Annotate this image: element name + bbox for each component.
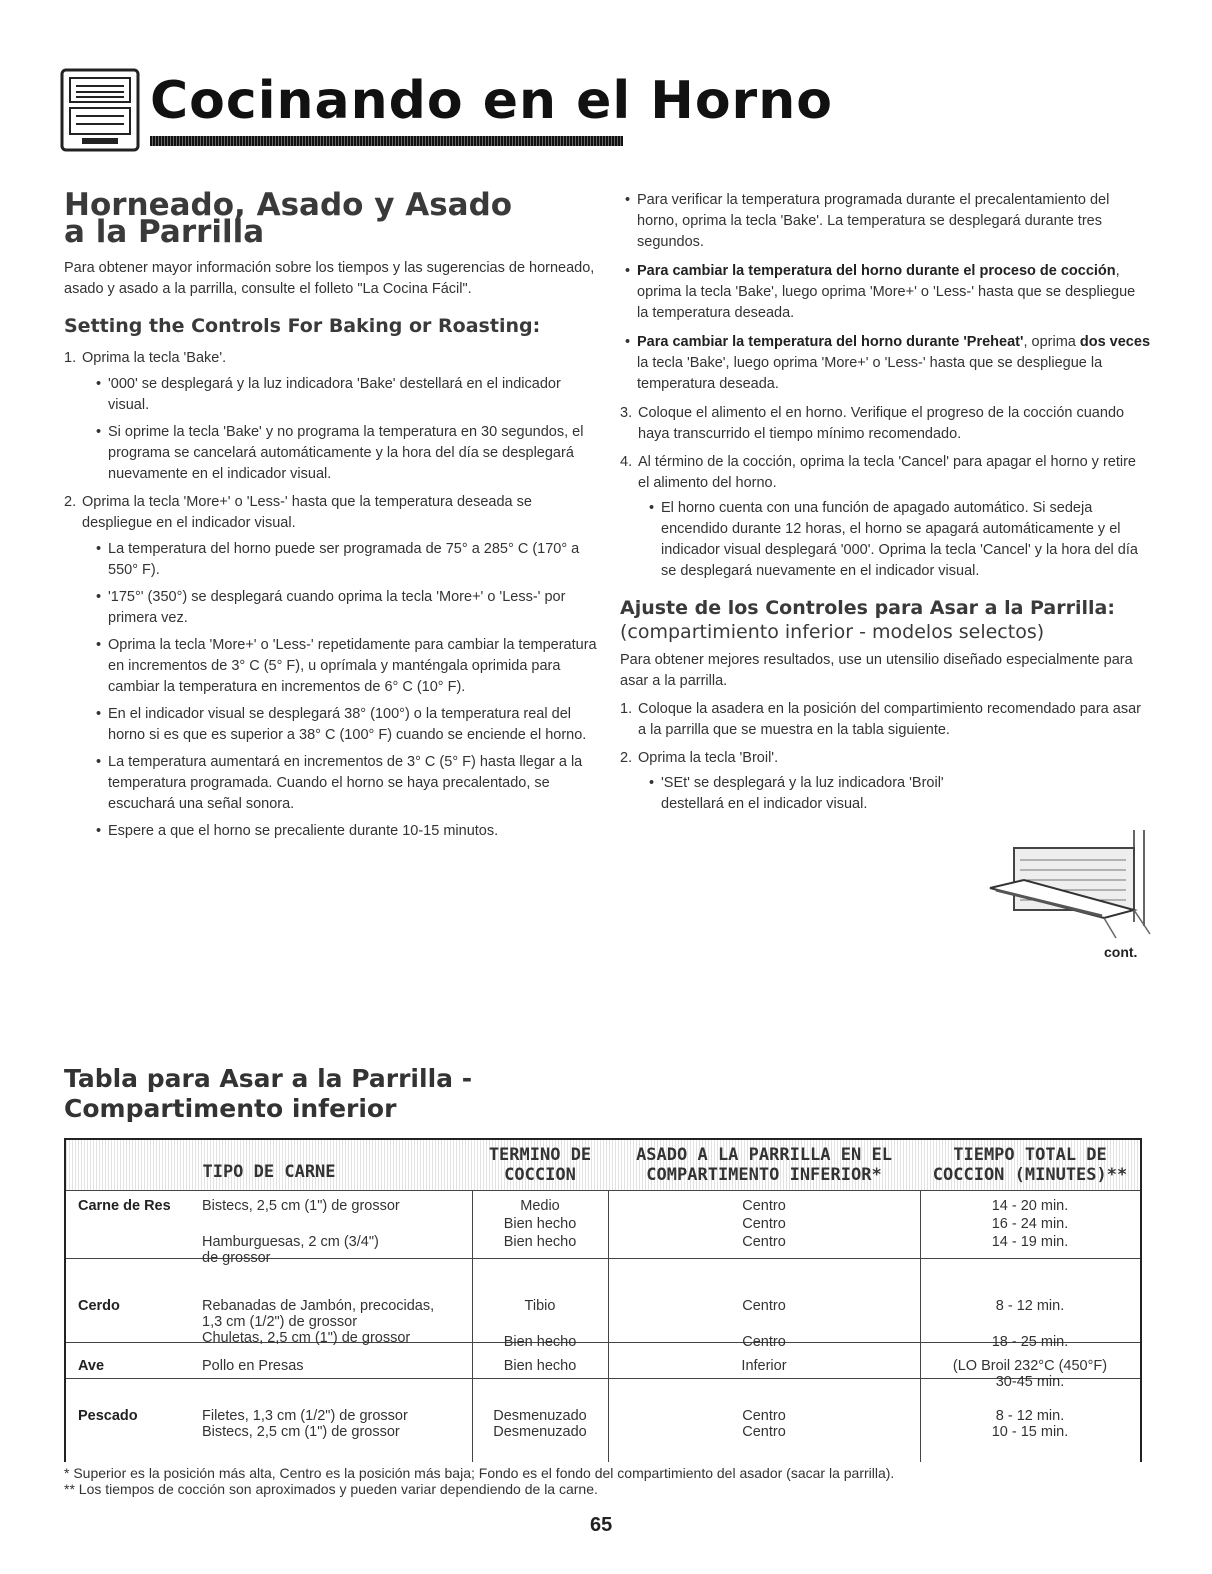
time-cell: 8 - 12 min. bbox=[995, 1408, 1065, 1424]
cut-cell: Chuletas, 2,5 cm (1") de grossor bbox=[202, 1330, 411, 1346]
table-title bbox=[64, 1064, 472, 1124]
termino-cell: Bien hecho bbox=[503, 1234, 577, 1250]
bullet-text: la tecla 'Bake', luego oprima 'More+' o 'Less-' hasta que se despliegue la temperatura deseada. bbox=[637, 355, 1103, 392]
right-column bbox=[620, 190, 1150, 823]
time-cell: (LO Broil 232°C (450°F) bbox=[952, 1358, 1108, 1374]
header-termino: TERMINO DE COCCION bbox=[488, 1145, 592, 1185]
broiler-drawer-illustration bbox=[984, 830, 1156, 948]
bullet-item: • '000' se desplegará y la luz indicadora 'Bake' destellará en el indicador visual. bbox=[64, 374, 600, 416]
cut-cell: Rebanadas de Jambón, precocidas, bbox=[202, 1298, 435, 1314]
step-number: 1. bbox=[620, 701, 633, 717]
position-cell: Centro bbox=[742, 1408, 786, 1424]
step-text: Al término de la cocción, oprima la tecla 'Cancel' para apagar el horno y retire el alimento del horno. bbox=[638, 454, 1136, 491]
broil-heading bbox=[620, 596, 1150, 644]
step-3 bbox=[620, 403, 1150, 445]
step-number: 3. bbox=[620, 405, 633, 421]
page-number: 65 bbox=[590, 1514, 613, 1536]
position-cell: Centro bbox=[742, 1334, 786, 1350]
bullet-item: • La temperatura del horno puede ser programada de 75° a 285° C (170° a 550° F). bbox=[64, 539, 600, 581]
cut-cell: de grossor bbox=[202, 1250, 271, 1266]
step-number: 2. bbox=[64, 494, 77, 510]
step-text: Oprima la tecla 'More+' o 'Less-' hasta que la temperatura deseada se despliegue en el indicador visual. bbox=[82, 494, 532, 531]
category-label: Carne de Res bbox=[78, 1198, 171, 1214]
bullet-text: , oprima bbox=[1023, 334, 1080, 350]
bold-lead: Para cambiar la temperatura del horno durante el proceso de cocción bbox=[637, 263, 1116, 279]
bold-text: dos veces bbox=[1079, 334, 1151, 350]
time-cell: 14 - 19 min. bbox=[991, 1234, 1069, 1250]
bullet-item: • Si oprime la tecla 'Bake' y no programa la temperatura en 30 segundos, el programa se cancelará automáticamente y la hora del día se desplegará nuevamente en el indicador visual. bbox=[64, 422, 600, 485]
baking-subheading: Setting the Controls For Baking or Roasting: bbox=[64, 315, 541, 337]
broil-table bbox=[64, 1138, 1142, 1462]
step-4 bbox=[620, 452, 1150, 494]
bullet-text: , oprima la tecla 'Bake', luego oprima 'More+' o 'Less-' hasta que se despliegue la temperatura deseada. bbox=[637, 263, 1136, 321]
cut-cell: Hamburguesas, 2 cm (3/4") bbox=[202, 1234, 379, 1250]
time-cell: 14 - 20 min. bbox=[991, 1198, 1069, 1214]
cut-cell: 1,3 cm (1/2") de grossor bbox=[202, 1314, 358, 1330]
footnote-2: ** Los tiempos de cocción son aproximados y pueden variar dependiendo de la carne. bbox=[64, 1481, 598, 1497]
oven-icon bbox=[60, 68, 140, 152]
broil-step-1 bbox=[620, 699, 1150, 741]
step-text: Coloque el alimento el en horno. Verifique el progreso de la cocción cuando haya transcurrido el tiempo mínimo recomendado. bbox=[638, 405, 1125, 442]
footnotes bbox=[64, 1465, 894, 1497]
broil-heading-text: Ajuste de los Controles para Asar a la Parrilla: bbox=[620, 597, 1115, 619]
cut-cell: Bistecs, 2,5 cm (1") de grossor bbox=[202, 1424, 400, 1440]
bullet-item: • Oprima la tecla 'More+' o 'Less-' repetidamente para cambiar la temperatura en incrementos de 3° C (5° F), u oprímala y manténgala oprimida para cambiar la temperatura en incrementos de 6° C (10° F). bbox=[64, 635, 600, 698]
bullet-item: • '175°' (350°) se desplegará cuando oprima la tecla 'More+' o 'Less-' por primera vez. bbox=[64, 587, 600, 629]
bullet-item: • Espere a que el horno se precaliente durante 10-15 minutos. bbox=[64, 821, 600, 842]
step-2 bbox=[64, 492, 600, 534]
bullet-item: • En el indicador visual se desplegará 38° (100°) o la temperatura real del horno si es que es superior a 38° C (100° F) cuando se enciende el horno. bbox=[64, 704, 600, 746]
time-cell: 16 - 24 min. bbox=[991, 1216, 1069, 1232]
bullet-item: • El horno cuenta con una función de apagado automático. Si sedeja encendido durante 12 horas, el horno se apagará automáticamente y el indicador visual desplegará '000'. Oprima la tecla 'Cancel' y la hora del día se desplegará nuevamente en el indicador visual. bbox=[620, 498, 1150, 582]
section-heading-line1: Horneado, Asado y Asado bbox=[64, 187, 513, 223]
position-cell: Centro bbox=[742, 1298, 786, 1314]
step-text: Oprima la tecla 'Broil'. bbox=[638, 750, 779, 766]
section-heading-line2: a la Parrilla bbox=[64, 214, 265, 250]
step-number: 2. bbox=[620, 750, 633, 766]
step-text: Coloque la asadera en la posición del compartimiento recomendado para asar a la parrilla que se muestra en la tabla siguiente. bbox=[638, 701, 1141, 738]
time-cell: 8 - 12 min. bbox=[995, 1298, 1065, 1314]
left-column bbox=[64, 187, 600, 848]
category-label: Pescado bbox=[78, 1408, 138, 1424]
termino-cell: Medio bbox=[520, 1198, 560, 1214]
bullet-item bbox=[620, 261, 1150, 324]
broil-subheading: (compartimiento inferior - modelos selectos) bbox=[620, 621, 1045, 643]
footnote-1: * Superior es la posición más alta, Centro es la posición más baja; Fondo es el fondo del compartimiento del asador (sacar la parrilla). bbox=[64, 1465, 895, 1481]
cut-cell: Bistecs, 2,5 cm (1") de grossor bbox=[202, 1198, 400, 1214]
category-label: Ave bbox=[78, 1358, 105, 1374]
position-cell: Centro bbox=[742, 1216, 786, 1232]
termino-cell: Bien hecho bbox=[503, 1216, 577, 1232]
position-cell: Centro bbox=[742, 1234, 786, 1250]
step-1 bbox=[64, 348, 600, 369]
header-asado: ASADO A LA PARRILLA EN EL COMPARTIMENTO INFERIOR* bbox=[636, 1145, 892, 1185]
cut-cell: Pollo en Presas bbox=[202, 1358, 304, 1374]
title-rule bbox=[150, 136, 623, 146]
table-title-line2: Compartimento inferior bbox=[64, 1094, 397, 1123]
bullet-item: • 'SEt' se desplegará y la luz indicadora 'Broil' destellará en el indicador visual. bbox=[620, 773, 991, 815]
bullet-item: • Para verificar la temperatura programada durante el precalentamiento del horno, oprima la tecla 'Bake'. La temperatura se desplegará durante tres segundos. bbox=[620, 190, 1150, 253]
bold-lead: Para cambiar la temperatura del horno durante 'Preheat' bbox=[637, 334, 1024, 350]
header-tiempo: TIEMPO TOTAL DE COCCION (MINUTES)** bbox=[932, 1145, 1128, 1185]
bullet-item: • La temperatura aumentará en incrementos de 3° C (5° F) hasta llegar a la temperatura programada. Cuando el horno se haya precalentado, se escuchará una señal sonora. bbox=[64, 752, 600, 815]
header-tipo: TIPO DE CARNE bbox=[202, 1162, 336, 1182]
termino-cell: Bien hecho bbox=[503, 1334, 577, 1350]
continued-label: cont. bbox=[1104, 944, 1138, 960]
bullet-item bbox=[620, 332, 1150, 395]
position-cell: Centro bbox=[742, 1198, 786, 1214]
position-cell: Inferior bbox=[741, 1358, 787, 1374]
broil-intro: Para obtener mejores resultados, use un utensilio diseñado especialmente para asar a la parrilla. bbox=[620, 652, 1133, 689]
step-text: Oprima la tecla 'Bake'. bbox=[82, 350, 227, 366]
time-cell: 18 - 25 min. bbox=[991, 1334, 1069, 1350]
termino-cell: Desmenuzado bbox=[493, 1408, 587, 1424]
step-number: 4. bbox=[620, 454, 633, 470]
termino-cell: Desmenuzado bbox=[493, 1424, 587, 1440]
cut-cell: Filetes, 1,3 cm (1/2") de grossor bbox=[202, 1408, 408, 1424]
table-title-line1: Tabla para Asar a la Parrilla - bbox=[64, 1064, 473, 1093]
broil-step-2 bbox=[620, 748, 968, 769]
time-cell: 10 - 15 min. bbox=[991, 1424, 1069, 1440]
page-title: Cocinando en el Horno bbox=[150, 71, 833, 131]
position-cell: Centro bbox=[742, 1424, 786, 1440]
section-heading bbox=[64, 187, 600, 250]
intro-paragraph: Para obtener mayor información sobre los tiempos y las sugerencias de horneado, asado y asado a la parrilla, consulte el folleto "La Cocina Fácil". bbox=[64, 260, 595, 297]
category-label: Cerdo bbox=[78, 1298, 120, 1314]
step-number: 1. bbox=[64, 350, 77, 366]
time-cell: 30-45 min. bbox=[995, 1374, 1065, 1390]
termino-cell: Tibio bbox=[524, 1298, 556, 1314]
termino-cell: Bien hecho bbox=[503, 1358, 577, 1374]
